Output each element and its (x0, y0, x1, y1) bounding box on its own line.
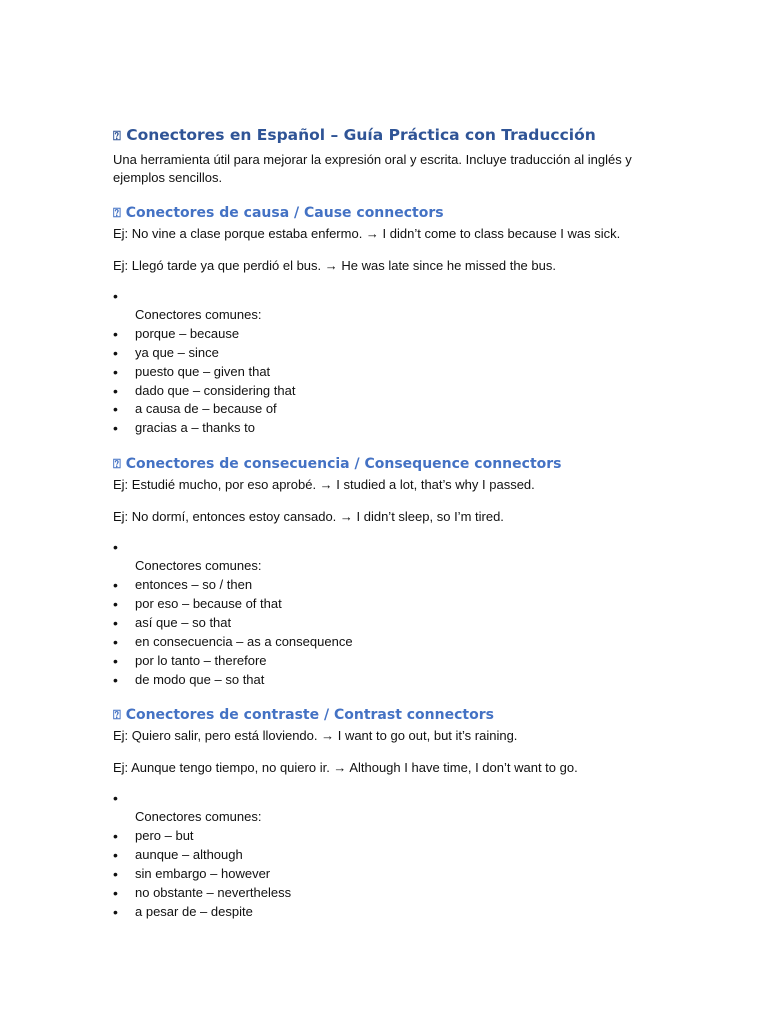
list-item (113, 538, 673, 557)
example-sentence: Ej: No vine a clase porque estaba enfermo. → I didn’t come to class because I was sick. (113, 226, 621, 241)
list-item-text: sin embargo – however (135, 866, 271, 882)
bullet-icon: • (113, 828, 118, 845)
section-cause (113, 203, 673, 438)
missing-glyph-icon: ⍰ (113, 129, 121, 144)
list-item (113, 382, 673, 401)
bullet-icon: • (113, 614, 118, 631)
document-content (113, 123, 673, 922)
list-item-text: no obstante – nevertheless (135, 884, 292, 900)
list-item (113, 287, 673, 306)
list-item-text: por eso – because of that (135, 595, 282, 611)
example-sentence: Ej: No dormí, entonces estoy cansado. → I didn’t sleep, so I’m tired. (113, 509, 504, 525)
list-item (113, 419, 673, 438)
section-heading (113, 705, 673, 726)
list-item (113, 865, 673, 884)
list-item (113, 903, 673, 922)
bullet-icon: • (113, 325, 118, 342)
example-sentence: Ej: Estudié mucho, por eso aprobé. → I studied a lot, that’s why I passed. (113, 477, 535, 493)
section-consequence (113, 454, 673, 689)
example-sentence: Ej: Aunque tengo tiempo, no quiero ir. → Although I have time, I don’t want to go. (113, 760, 578, 776)
list-item (113, 671, 673, 690)
example-sentence: Ej: Quiero salir, pero está lloviendo. → I want to go out, but it’s raining. (113, 728, 518, 744)
bullet-icon: • (113, 903, 118, 920)
bullet-icon: • (113, 595, 118, 612)
example-sentence: Ej: Llegó tarde ya que perdió el bus. → He was late since he missed the bus. (113, 258, 556, 273)
list-item-text: puesto que – given that (135, 363, 271, 379)
list-item-text: así que – so that (135, 614, 232, 630)
list-item-text: ya que – since (135, 344, 219, 360)
bullet-icon: • (113, 866, 118, 883)
bullet-icon: • (113, 382, 118, 399)
bullet-icon: • (113, 847, 118, 864)
intro-paragraph: Una herramienta útil para mejorar la expresión oral y escrita. Incluye traducción al inglés y ejemplos sencillos. (113, 152, 632, 185)
list-item-text: pero – but (135, 828, 194, 844)
list-item (113, 595, 673, 614)
list-item (113, 884, 673, 903)
bullet-icon: • (113, 539, 118, 556)
bullet-icon: • (113, 577, 118, 594)
list-title: Conectores comunes: (135, 306, 262, 322)
list-item (113, 846, 673, 865)
list-item-text: por lo tanto – therefore (135, 652, 267, 668)
list-item (113, 633, 673, 652)
section-heading-text: Conectores de contraste / Contrast connectors (125, 707, 494, 724)
bullet-icon: • (113, 633, 118, 650)
list-item-text: en consecuencia – as a consequence (135, 633, 353, 649)
bullet-icon: • (113, 401, 118, 418)
missing-glyph-icon: ⍰ (113, 457, 121, 473)
section-heading-text: Conectores de consecuencia / Consequence connectors (125, 456, 562, 473)
list-item (113, 789, 673, 808)
list-item-text: dado que – considering that (135, 382, 296, 398)
list-item-text: aunque – although (135, 847, 243, 863)
bullet-icon: • (113, 344, 118, 361)
section-contrast (113, 705, 673, 921)
list-title: Conectores comunes: (135, 558, 262, 574)
connector-list (113, 789, 673, 921)
list-item (113, 614, 673, 633)
bullet-icon: • (113, 288, 118, 304)
list-item-text: a causa de – because of (135, 401, 277, 417)
missing-glyph-icon: ⍰ (113, 708, 121, 724)
list-item-text: de modo que – so that (135, 671, 265, 687)
section-heading-text: Conectores de causa / Cause connectors (125, 205, 444, 221)
list-item-text: porque – because (135, 325, 240, 341)
list-item (113, 400, 673, 419)
list-item-text: a pesar de – despite (135, 903, 253, 919)
list-item (113, 576, 673, 595)
bullet-icon: • (113, 363, 118, 380)
list-item (113, 827, 673, 846)
connector-list (113, 287, 673, 438)
list-title: Conectores comunes: (135, 809, 262, 825)
list-item (113, 344, 673, 363)
section-heading (113, 454, 673, 475)
list-item-text: gracias a – thanks to (135, 420, 255, 436)
bullet-icon: • (113, 652, 118, 669)
page-title (113, 123, 673, 149)
list-item (113, 325, 673, 344)
missing-glyph-icon: ⍰ (113, 206, 121, 221)
list-item (113, 652, 673, 671)
bullet-icon: • (113, 671, 118, 688)
page-title-text: Conectores en Español – Guía Práctica con Traducción (126, 126, 596, 144)
list-item (113, 363, 673, 382)
bullet-icon: • (113, 790, 118, 807)
bullet-icon: • (113, 884, 118, 901)
connector-list (113, 538, 673, 689)
section-heading (113, 203, 673, 224)
list-item-text: entonces – so / then (135, 577, 253, 593)
bullet-icon: • (113, 420, 118, 437)
